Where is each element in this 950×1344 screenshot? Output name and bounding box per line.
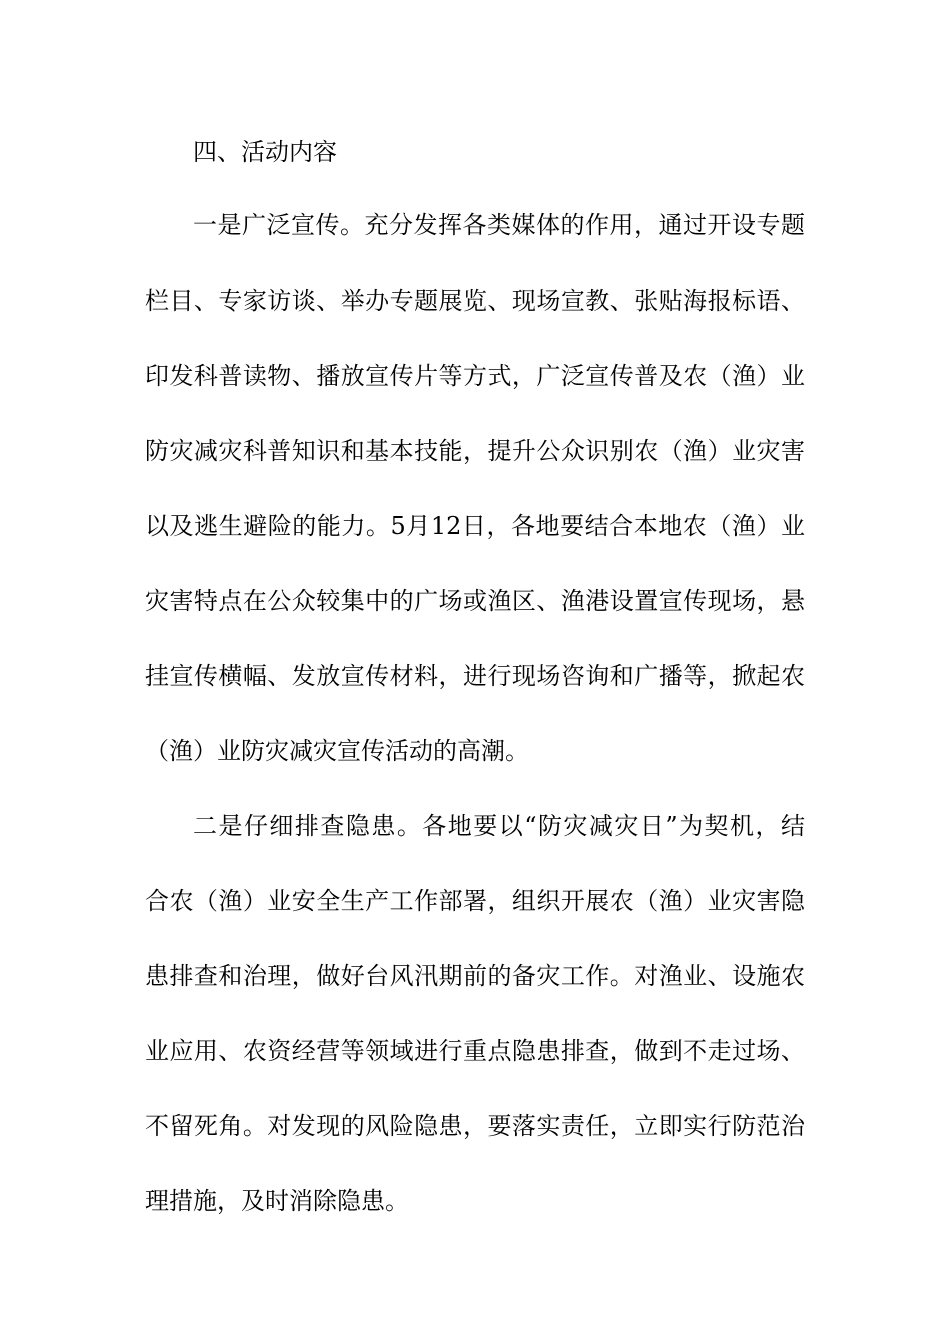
paragraph-1-line-7: 挂宣传横幅、发放宣传材料，进行现场咨询和广播等，掀起农	[145, 662, 805, 690]
paragraph-1-line-3: 印发科普读物、播放宣传片等方式，广泛宣传普及农（渔）业	[145, 362, 805, 390]
section-heading: 四、活动内容	[193, 138, 337, 166]
paragraph-2-line-4: 业应用、农资经营等领域进行重点隐患排查，做到不走过场、	[145, 1037, 805, 1065]
paragraph-2-line-2: 合农（渔）业安全生产工作部署，组织开展农（渔）业灾害隐	[145, 887, 805, 915]
paragraph-2-line-3: 患排查和治理，做好台风汛期前的备灾工作。对渔业、设施农	[145, 962, 805, 990]
paragraph-1-line-2: 栏目、专家访谈、举办专题展览、现场宣教、张贴海报标语、	[145, 287, 805, 315]
paragraph-1-line-4: 防灾减灾科普知识和基本技能，提升公众识别农（渔）业灾害	[145, 437, 805, 465]
paragraph-2-line-1: 二是仔细排查隐患。各地要以“防灾减灾日”为契机，结	[193, 812, 805, 840]
paragraph-1-line-8: （渔）业防灾减灾宣传活动的高潮。	[145, 737, 529, 765]
paragraph-1-line-5: 以及逃生避险的能力。5月12日，各地要结合本地农（渔）业	[145, 512, 805, 540]
paragraph-1-line-1: 一是广泛宣传。充分发挥各类媒体的作用，通过开设专题	[193, 211, 805, 239]
paragraph-1-line-6: 灾害特点在公众较集中的广场或渔区、渔港设置宣传现场，悬	[145, 587, 805, 615]
paragraph-2-line-5: 不留死角。对发现的风险隐患，要落实责任，立即实行防范治	[145, 1112, 805, 1140]
paragraph-2-line-6: 理措施，及时消除隐患。	[145, 1187, 409, 1215]
